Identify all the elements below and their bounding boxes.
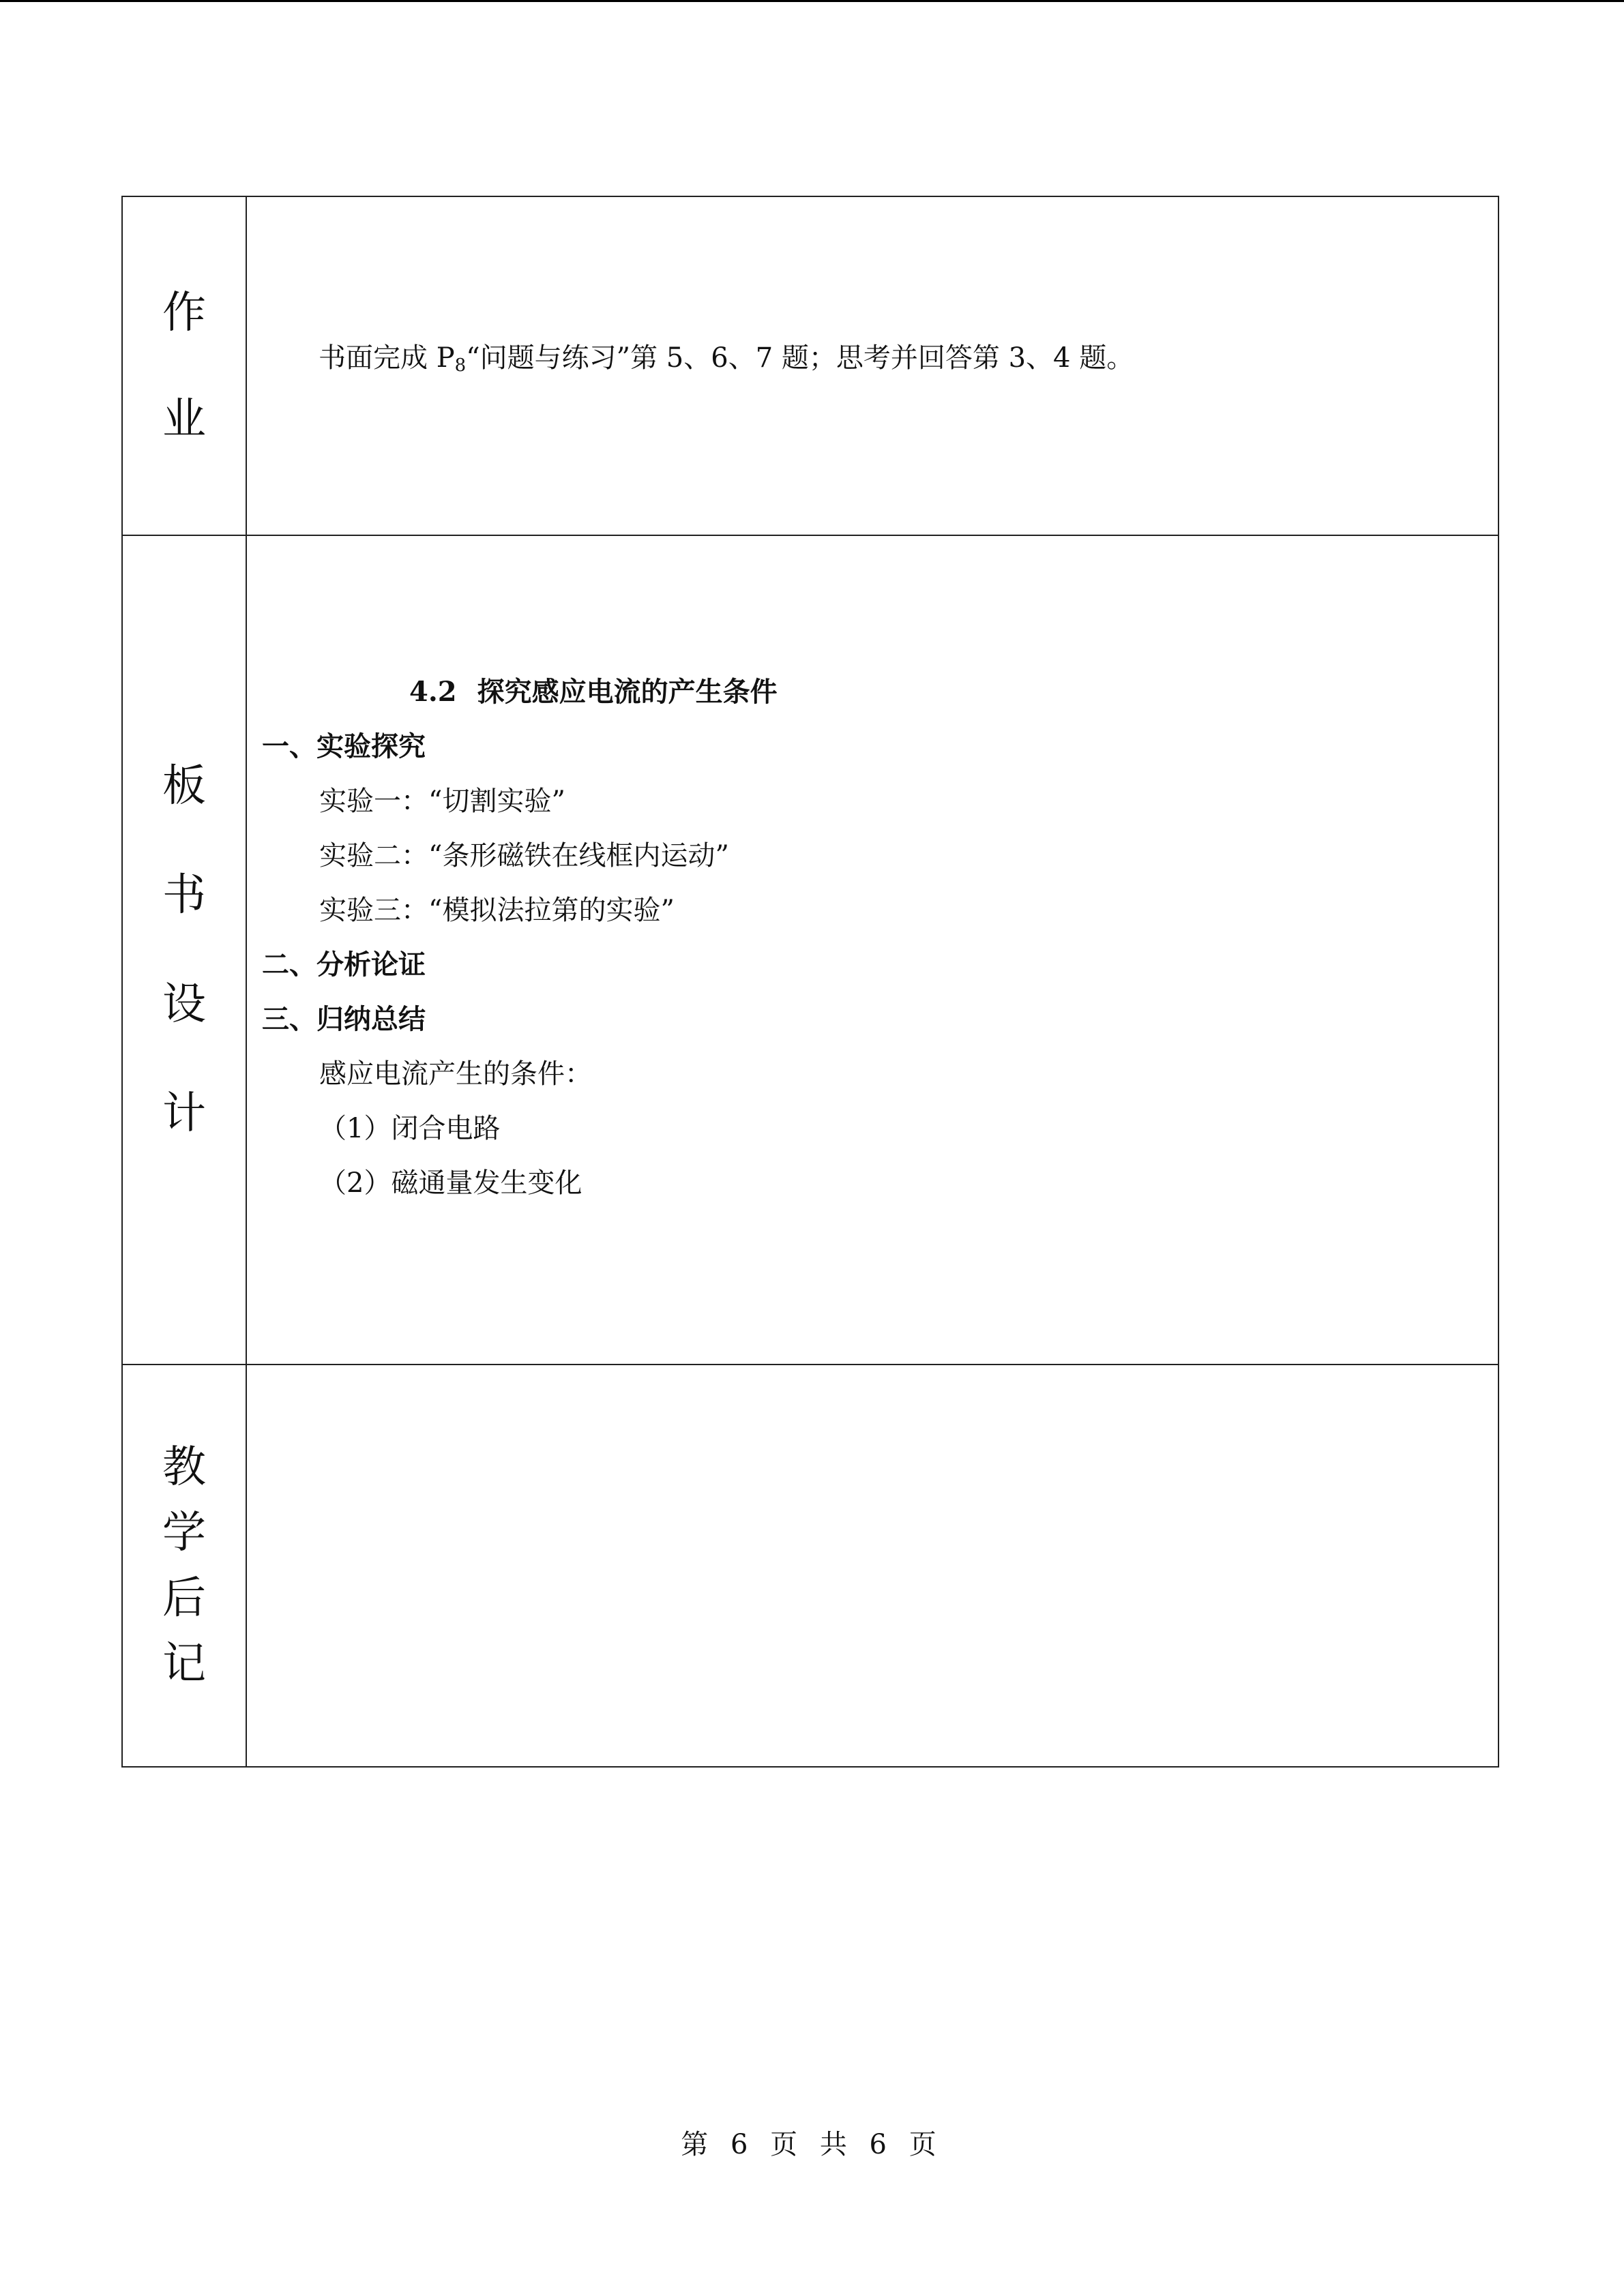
- board-design-content: [247, 665, 1498, 1210]
- board-subitem: （2）磁通量发生变化: [319, 1167, 582, 1199]
- homework-text: [319, 340, 1498, 378]
- board-title-number: 4.2: [409, 676, 457, 708]
- top-border-line: [0, 0, 1624, 2]
- board-heading: 二、分析论证: [262, 949, 426, 981]
- board-design-label-char: 设: [162, 979, 206, 1030]
- reflection-label-char: 学: [162, 1508, 206, 1558]
- board-design-content-cell: [246, 535, 1498, 1365]
- board-design-label-char: 板: [162, 761, 206, 811]
- homework-label-cell: [122, 196, 246, 535]
- homework-text-part: “问题与练习”第 5、6、7 题；思考并回答第 3、4 题。: [466, 342, 1134, 374]
- reflection-label-char: 教: [162, 1442, 206, 1493]
- lesson-plan-table: [121, 196, 1499, 1768]
- homework-label-char: 作: [162, 287, 206, 338]
- board-heading: 三、归纳总结: [262, 1003, 426, 1035]
- board-title-text: 探究感应电流的产生条件: [477, 676, 778, 708]
- board-heading: 一、实验探究: [262, 730, 426, 762]
- reflection-content-cell: [246, 1365, 1498, 1767]
- page-number-footer: 第 6 页 共 6 页: [681, 2129, 943, 2160]
- board-item: 实验二：“条形磁铁在线框内运动”: [319, 840, 729, 871]
- reflection-row: [122, 1365, 1498, 1767]
- board-item: 实验三：“模拟法拉第的实验”: [319, 895, 675, 926]
- homework-page-subscript: 8: [454, 355, 467, 376]
- board-design-label-cell: [122, 535, 246, 1365]
- board-subitem: （1）闭合电路: [319, 1113, 501, 1144]
- reflection-label-char: 记: [162, 1639, 206, 1689]
- board-design-label-char: 书: [162, 870, 206, 921]
- reflection-label-char: 后: [162, 1573, 206, 1624]
- board-design-row: [122, 535, 1498, 1365]
- board-design-label-char: 计: [162, 1088, 206, 1139]
- homework-row: [122, 196, 1498, 535]
- board-title: [409, 665, 1498, 719]
- board-item: 实验一：“切割实验”: [319, 786, 565, 817]
- board-item: 感应电流产生的条件：: [319, 1058, 592, 1090]
- homework-label-char: 业: [162, 393, 206, 445]
- homework-content-cell: [246, 196, 1498, 535]
- homework-text-part: 书面完成 P: [319, 342, 455, 374]
- reflection-label-cell: [122, 1365, 246, 1767]
